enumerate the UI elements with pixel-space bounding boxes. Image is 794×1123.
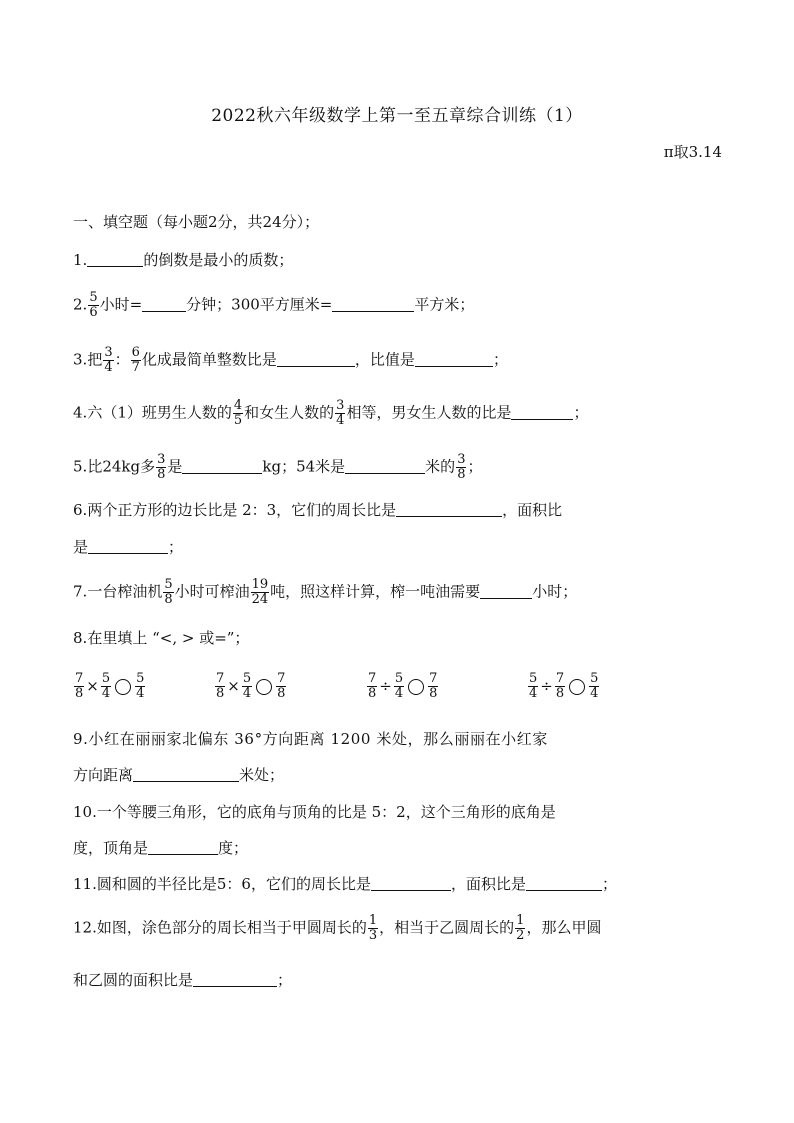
question-text: 圆和圆的半径比是5：6，它们的周长比是 — [96, 875, 371, 893]
answer-blank[interactable] — [526, 875, 602, 891]
question-text: 小时； — [532, 582, 578, 601]
fraction: $\frac{3}{8}$ — [157, 452, 166, 482]
question-number: 8. — [73, 629, 88, 647]
ratio-colon: ： — [114, 350, 130, 369]
question-12 — [73, 914, 601, 943]
question-number: 5. — [73, 457, 88, 476]
answer-blank[interactable] — [148, 839, 218, 855]
pi-note: π取3.14 — [663, 143, 722, 161]
question-text: ，面积比 — [502, 501, 563, 519]
question-1 — [73, 250, 293, 270]
fraction: $\frac{3}{4}$ — [104, 345, 113, 375]
fraction: $\frac{5}{4}$ — [529, 671, 538, 701]
question-text: 是 — [73, 538, 89, 556]
question-number: 2. — [73, 295, 88, 314]
question-text: 米的 — [425, 457, 456, 476]
fraction: $\frac{3}{4}$ — [336, 398, 345, 428]
fraction: $\frac{5}{4}$ — [101, 671, 111, 701]
answer-blank[interactable] — [480, 583, 532, 599]
compare-item-2 — [214, 672, 287, 701]
question-text: 比24kg多 — [87, 457, 156, 476]
answer-blank[interactable] — [182, 458, 262, 474]
question-9 — [73, 729, 548, 749]
question-10-cont — [73, 838, 248, 858]
fraction: $\frac{5}{4}$ — [394, 671, 404, 701]
question-text: ； — [277, 971, 293, 989]
fraction: $\frac{7}{8}$ — [555, 671, 565, 701]
fraction: $\frac{7}{8}$ — [368, 671, 377, 701]
operator: ÷ — [540, 676, 553, 695]
page-title: 2022秋六年级数学上第一至五章综合训练（1） — [211, 106, 583, 126]
question-2 — [73, 291, 474, 320]
fraction: $\frac{5}{8}$ — [164, 577, 173, 607]
answer-blank[interactable] — [142, 296, 186, 312]
question-number: 11. — [73, 875, 97, 893]
fraction: $\frac{7}{8}$ — [277, 671, 286, 701]
question-text: ； — [492, 350, 508, 369]
compare-item-1 — [73, 672, 146, 701]
question-text: 小时= — [99, 295, 143, 314]
question-text: 度，顶角是 — [73, 839, 149, 857]
compare-circle[interactable] — [408, 679, 424, 695]
question-number: 9. — [73, 730, 89, 748]
question-text: 六（1）班男生人数的 — [87, 403, 232, 422]
question-9-cont — [73, 765, 284, 785]
question-number: 6. — [73, 501, 88, 519]
question-text: 小时可榨油 — [174, 582, 250, 601]
question-number: 10. — [73, 803, 97, 821]
answer-blank[interactable] — [371, 875, 451, 891]
question-text: 两个正方形的边长比是 2：3，它们的周长比是 — [87, 501, 397, 519]
question-text: 吨，照这样计算，榨一吨油需要 — [270, 582, 481, 601]
answer-blank[interactable] — [415, 351, 493, 367]
fraction: $\frac{7}{8}$ — [429, 671, 438, 701]
question-text: kg；54米是 — [262, 457, 346, 476]
operator: ÷ — [379, 676, 392, 695]
compare-circle[interactable] — [115, 679, 131, 695]
compare-circle[interactable] — [569, 679, 585, 695]
fraction: $\frac{3}{8}$ — [457, 452, 466, 482]
question-number: 1. — [73, 251, 88, 269]
question-10 — [73, 802, 556, 822]
compare-item-3 — [366, 672, 439, 701]
question-text: ，那么甲圆 — [526, 918, 602, 937]
answer-blank[interactable] — [88, 538, 168, 554]
fraction: $\frac{1}{3}$ — [368, 913, 378, 943]
fraction: $\frac{6}{7}$ — [131, 345, 140, 375]
question-number: 7. — [73, 582, 88, 601]
answer-blank[interactable] — [133, 766, 239, 782]
question-text: 如图，涂色部分的周长相当于甲圆周长的 — [96, 918, 367, 937]
answer-blank[interactable] — [511, 404, 573, 420]
question-text: ； — [168, 538, 184, 556]
question-8 — [73, 628, 249, 648]
answer-blank[interactable] — [345, 458, 425, 474]
operator: × — [227, 676, 240, 695]
question-12-cont — [73, 970, 292, 990]
operator: × — [86, 676, 99, 695]
question-text: ； — [467, 457, 483, 476]
question-6 — [73, 500, 562, 520]
question-3 — [73, 346, 508, 375]
fraction: $\frac{4}{5}$ — [233, 398, 243, 428]
question-text: 和乙圆的面积比是 — [73, 971, 194, 989]
question-text: ，比值是 — [354, 350, 415, 369]
question-text: 一台榨油机 — [87, 582, 163, 601]
question-text: ，相当于乙圆周长的 — [379, 918, 515, 937]
question-text: 分钟；300平方厘米= — [186, 295, 333, 314]
question-text: 小红在丽丽家北偏东 36°方向距离 1200 米处，那么丽丽在小红家 — [88, 730, 548, 748]
question-text: 一个等腰三角形，它的底角与顶角的比是 5：2，这个三角形的底角是 — [96, 803, 556, 821]
fraction: $\frac{5}{4}$ — [136, 671, 145, 701]
answer-blank[interactable] — [396, 501, 502, 517]
question-text: 化成最简单整数比是 — [141, 350, 277, 369]
question-text: 把 — [87, 350, 103, 369]
question-number: 3. — [73, 350, 88, 369]
question-text: 是 — [167, 457, 183, 476]
question-text: 米处； — [239, 766, 285, 784]
question-text: ； — [601, 875, 617, 893]
question-text: 方向距离 — [73, 766, 134, 784]
question-number: 4. — [73, 403, 88, 422]
answer-blank[interactable] — [193, 971, 277, 987]
fraction: $\frac{5}{4}$ — [590, 671, 599, 701]
fraction: $\frac{7}{8}$ — [75, 671, 84, 701]
question-5 — [73, 453, 482, 482]
question-text: 在里填上 “<, > 或=”； — [87, 629, 250, 647]
question-text: ； — [573, 403, 589, 422]
answer-blank[interactable] — [332, 296, 414, 312]
question-number: 12. — [73, 918, 97, 937]
compare-item-4 — [527, 672, 600, 701]
question-text: 平方米； — [414, 295, 475, 314]
answer-blank[interactable] — [277, 351, 355, 367]
fraction: $\frac{7}{8}$ — [216, 671, 225, 701]
fraction: $\frac{5}{6}$ — [89, 290, 98, 320]
section-heading: 一、填空题（每小题2分，共24分）； — [73, 213, 320, 231]
question-4 — [73, 399, 588, 428]
question-text: ，面积比是 — [450, 875, 526, 893]
fraction: $\frac{19}{24}$ — [251, 577, 269, 607]
question-text: 度； — [218, 839, 249, 857]
question-6-cont — [73, 537, 183, 557]
compare-circle[interactable] — [256, 679, 272, 695]
question-text: 的倒数是最小的质数； — [143, 251, 294, 269]
question-11 — [73, 874, 617, 894]
question-text: 相等，男女生人数的比是 — [346, 403, 512, 422]
fraction: $\frac{1}{2}$ — [516, 913, 525, 943]
answer-blank[interactable] — [87, 251, 143, 267]
question-7 — [73, 578, 577, 607]
question-text: 和女生人数的 — [244, 403, 335, 422]
fraction: $\frac{5}{4}$ — [242, 671, 252, 701]
